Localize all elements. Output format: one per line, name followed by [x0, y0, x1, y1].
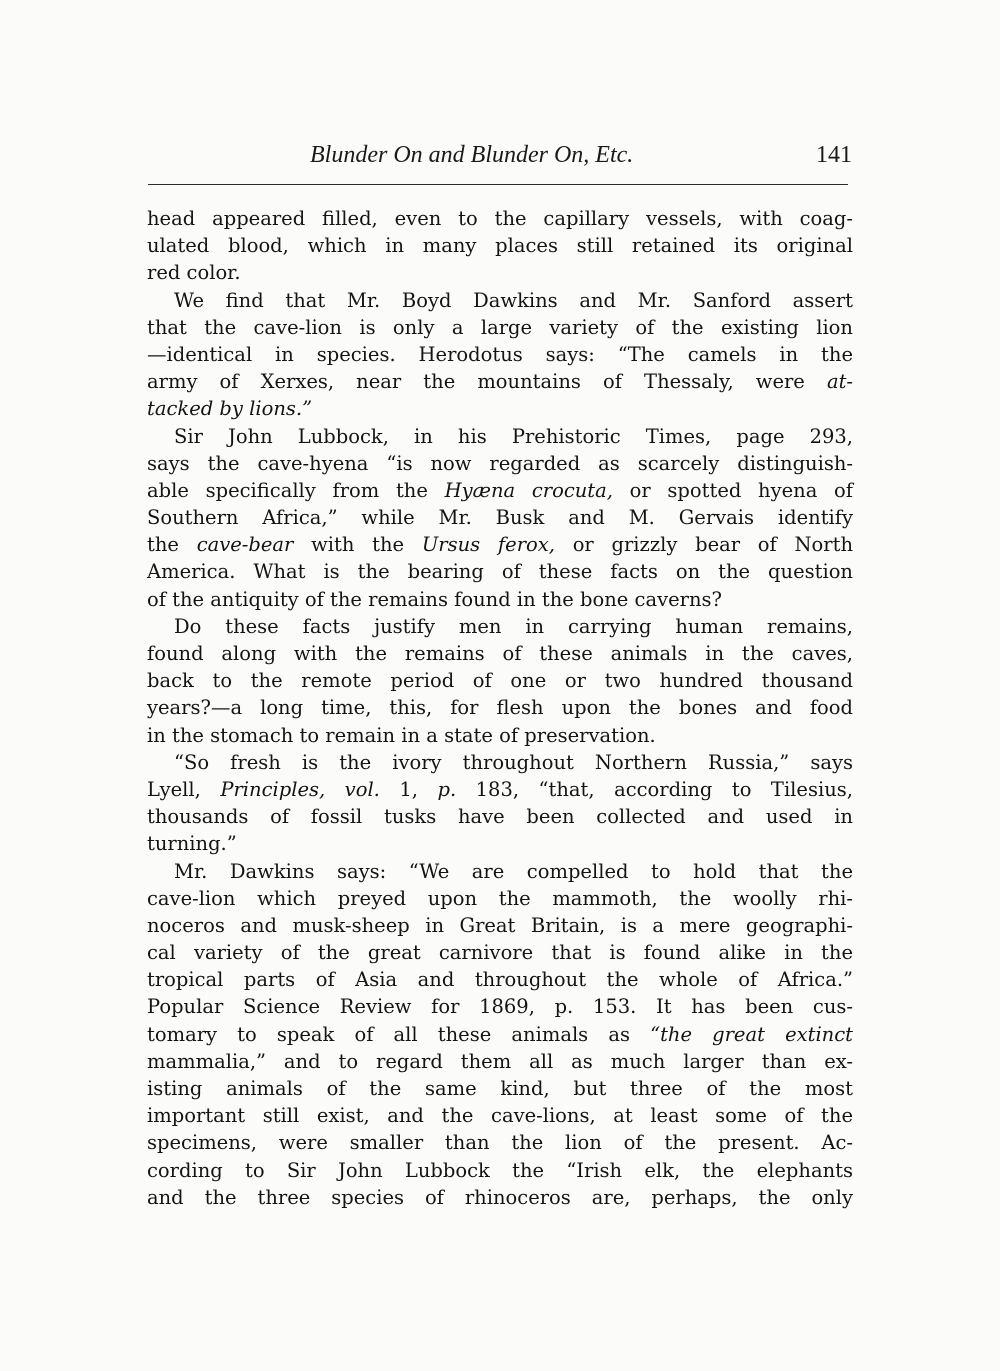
text-line: America. What is the bearing of these facts on the question — [147, 560, 853, 584]
text-run: 1, — [379, 777, 438, 801]
text-line: turning.” — [147, 832, 237, 856]
text-run: Lyell, — [147, 777, 221, 801]
text-run: or spotted hyena of — [612, 478, 853, 502]
text-line: cal variety of the great carnivore that is found alike in the — [147, 941, 853, 965]
text-line: tacked by lions.” — [147, 397, 313, 421]
text-line: noceros and musk-sheep in Great Britain, is a mere geographi- — [147, 913, 853, 937]
text-run: or grizzly bear of North — [554, 533, 854, 557]
text-line: “So fresh is the ivory throughout Northern Russia,” says — [174, 750, 853, 774]
italic-run: Principles, vol. — [220, 777, 380, 801]
text-line: back to the remote period of one or two hundred thousand — [147, 669, 853, 693]
text-run: with the — [293, 533, 422, 557]
text-run: able specifically from the — [147, 478, 445, 502]
text-line: of the antiquity of the remains found in the bone caverns? — [147, 587, 722, 611]
text-line: Mr. Dawkins says: “We are compelled to hold that the — [174, 859, 853, 883]
text-line — [147, 477, 853, 504]
text-line: in the stomach to remain in a state of preservation. — [147, 723, 656, 747]
text-line: important still exist, and the cave-lions, at least some of the — [147, 1104, 853, 1128]
text-line: and the three species of rhinoceros are, perhaps, the only — [147, 1185, 853, 1209]
running-title: Blunder On and Blunder On, Etc. — [310, 142, 634, 168]
text-line: cording to Sir John Lubbock the “Irish elk, the elephants — [147, 1158, 853, 1182]
text-line: tropical parts of Asia and throughout the whole of Africa.” — [147, 968, 853, 992]
text-line: ulated blood, which in many places still retained its original — [147, 234, 853, 258]
text-line: Popular Science Review for 1869, p. 153. It has been cus- — [147, 995, 853, 1019]
text-run: the — [147, 533, 197, 557]
text-line — [147, 531, 853, 558]
italic-run: cave-bear — [196, 533, 294, 557]
text-line: Do these facts justify men in carrying human remains, — [174, 614, 853, 638]
text-line — [147, 1021, 853, 1048]
italic-run: Hyæna crocuta, — [444, 478, 613, 502]
text-line — [147, 776, 853, 803]
text-line — [147, 368, 853, 395]
text-line: head appeared filled, even to the capillary vessels, with coag- — [147, 207, 853, 230]
text-line: We find that Mr. Boyd Dawkins and Mr. Sanford assert — [174, 288, 853, 312]
text-line: thousands of fossil tusks have been collected and used in — [147, 805, 853, 829]
text-line: found along with the remains of these animals in the caves, — [147, 642, 853, 665]
text-line: isting animals of the same kind, but three of the most — [147, 1077, 853, 1100]
text-run: army of Xerxes, near the mountains of Thessaly, were — [147, 370, 827, 394]
italic-run: at- — [826, 370, 853, 394]
italic-run: p. — [437, 777, 457, 801]
text-line: Southern Africa,” while Mr. Busk and M. Gervais identify — [147, 506, 853, 530]
text-run: 183, “that, according to Tilesius, — [456, 777, 853, 801]
text-line: red color. — [147, 261, 241, 285]
page-header — [148, 140, 854, 170]
text-line: says the cave-hyena “is now regarded as scarcely distinguish- — [147, 451, 853, 475]
text-line: —identical in species. Herodotus says: “The camels in the — [147, 342, 853, 366]
body-text — [147, 205, 853, 1211]
text-line: specimens, were smaller than the lion of the present. Ac- — [147, 1131, 853, 1155]
text-line: mammalia,” and to regard them all as much larger than ex- — [147, 1049, 853, 1073]
italic-run: “the great extinct — [650, 1022, 853, 1046]
text-line: that the cave-lion is only a large variety of the existing lion — [147, 315, 853, 339]
italic-run: Ursus ferox, — [421, 533, 555, 557]
text-line: Sir John Lubbock, in his Prehistoric Times, page 293, — [174, 424, 853, 448]
text-run: tomary to speak of all these animals as — [147, 1022, 651, 1046]
page-number: 141 — [816, 142, 852, 168]
text-line: years?—a long time, this, for flesh upon the bones and food — [147, 696, 853, 720]
header-rule — [148, 184, 848, 185]
text-line: cave-lion which preyed upon the mammoth, the woolly rhi- — [147, 886, 853, 910]
